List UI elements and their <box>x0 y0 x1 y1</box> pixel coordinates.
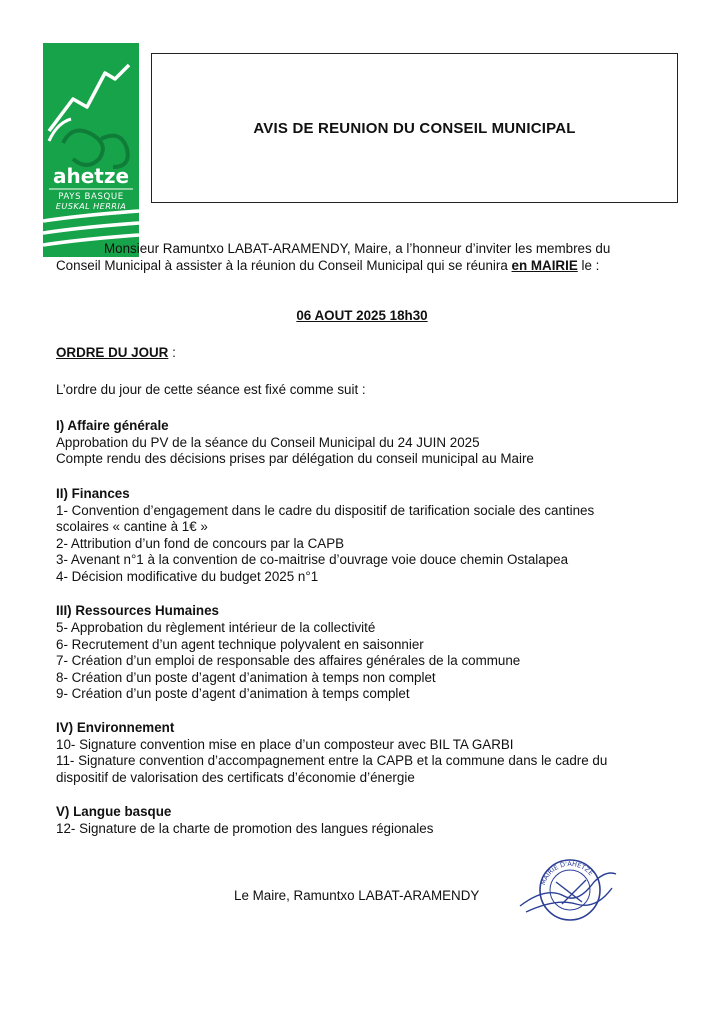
logo-line2: EUSKAL HERRIA <box>55 201 127 211</box>
agenda-item: scolaires « cantine à 1€ » <box>56 519 208 534</box>
section-title: I) Affaire générale <box>56 418 169 433</box>
section-title: V) Langue basque <box>56 804 172 819</box>
agenda-item: 10- Signature convention mise en place d’un composteur avec BIL TA GARBI <box>56 737 514 752</box>
mairie-seal-stamp <box>516 852 620 924</box>
section-title: IV) Environnement <box>56 720 175 735</box>
agenda-heading: ORDRE DU JOUR <box>56 345 169 360</box>
seal-text: MAIRIE D'AHETZE <box>539 859 595 887</box>
logo-line1: PAYS BASQUE <box>58 192 124 202</box>
agenda-item: 3- Avenant n°1 à la convention de co-maitrise d’ouvrage voie douce chemin Ostalapea <box>56 552 569 567</box>
agenda-item: 8- Création d’un poste d’agent d’animation à temps non complet <box>56 670 436 685</box>
agenda-item: 1- Convention d’engagement dans le cadre du dispositif de tarification sociale des cantines <box>56 503 595 518</box>
agenda-intro: L’ordre du jour de cette séance est fixé comme suit : <box>56 382 366 397</box>
intro-line-2 <box>56 258 599 274</box>
agenda-item: 9- Création d’un poste d’agent d’animation à temps complet <box>56 686 410 701</box>
agenda-item: Approbation du PV de la séance du Conseil Municipal du 24 JUIN 2025 <box>56 435 480 450</box>
agenda-item: 7- Création d’un emploi de responsable des affaires générales de la commune <box>56 653 521 668</box>
intro-text: Conseil Municipal à assister à la réunion du Conseil Municipal qui se réunira <box>56 258 512 273</box>
agenda-heading-line <box>56 345 176 361</box>
intro-line-1: Monsieur Ramuntxo LABAT-ARAMENDY, Maire, a l’honneur d’inviter les membres du <box>104 241 611 256</box>
logo-name: ahetze <box>52 164 130 188</box>
section-title: III) Ressources Humaines <box>56 603 219 618</box>
intro-location: en MAIRIE <box>511 258 578 273</box>
agenda-item: 6- Recrutement d’un agent technique polyvalent en saisonnier <box>56 637 424 652</box>
signature-scribble <box>520 873 616 912</box>
page-title: AVIS DE REUNION DU CONSEIL MUNICIPAL <box>253 119 576 137</box>
agenda-item: 5- Approbation du règlement intérieur de la collectivité <box>56 620 376 635</box>
agenda-item: 2- Attribution d’un fond de concours par la CAPB <box>56 536 345 551</box>
title-box <box>151 53 678 203</box>
signature-text: Le Maire, Ramuntxo LABAT-ARAMENDY <box>234 888 480 903</box>
agenda-item: Compte rendu des décisions prises par délégation du conseil municipal au Maire <box>56 451 534 466</box>
agenda-heading-suffix: : <box>168 345 176 360</box>
ahetze-logo <box>43 43 139 257</box>
agenda-item: dispositif de valorisation des certificats d’économie d’énergie <box>56 770 415 785</box>
agenda-item: 4- Décision modificative du budget 2025 n°1 <box>56 569 319 584</box>
intro-suffix: le : <box>577 258 600 273</box>
agenda-item: 12- Signature de la charte de promotion des langues régionales <box>56 821 434 836</box>
seal-inner-ring <box>550 870 590 910</box>
agenda-item: 11- Signature convention d’accompagnement entre la CAPB et la commune dans le cadre du <box>56 753 608 768</box>
meeting-date: 06 AOUT 2025 18h30 <box>296 308 428 323</box>
section-title: II) Finances <box>56 486 130 501</box>
